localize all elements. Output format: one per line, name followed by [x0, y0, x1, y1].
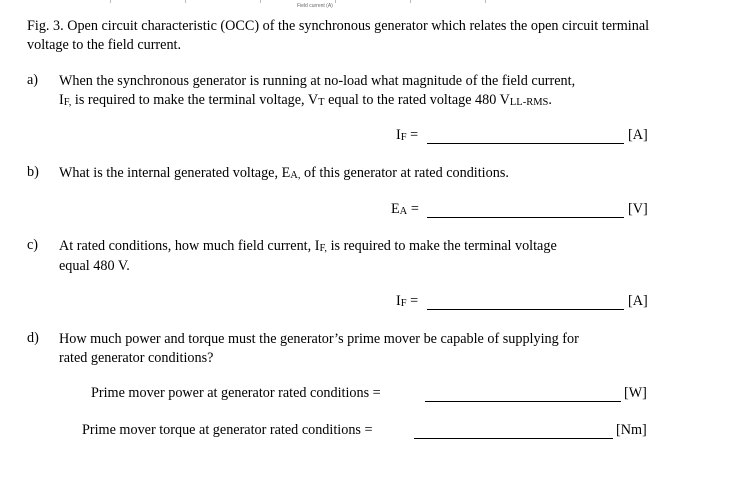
vll-symbol: $V_{LL-RMS}$. — [499, 92, 552, 108]
axis-tick — [485, 0, 486, 3]
answer-d-torque-input-line[interactable] — [414, 438, 613, 439]
answer-b-unit: [V] — [628, 201, 648, 217]
answer-d-torque-label: Prime mover torque at generator rated conditions = — [82, 422, 373, 438]
question-a-letter: a) — [27, 72, 39, 88]
answer-a-unit: [A] — [628, 127, 648, 143]
axis-tick — [110, 0, 111, 3]
question-c-letter: c) — [27, 237, 39, 253]
vt-symbol: $V_T$ — [307, 92, 325, 108]
answer-a-label: $I_F$ = — [396, 127, 419, 143]
question-a-line1: When the synchronous generator is running at no-load what magnitude of the field current, — [59, 73, 576, 89]
question-b-text: What is the internal generated voltage, $E_{A,}$ of this generator at rated conditions. — [59, 165, 509, 181]
answer-b-input-line[interactable] — [427, 217, 624, 218]
question-a-line2-pre: is required to make the terminal voltage, — [74, 92, 308, 108]
answer-b-label: $E_A$ = — [391, 201, 419, 217]
question-d-letter: d) — [27, 330, 39, 346]
question-a-text — [59, 72, 679, 111]
ea-symbol: $E_{A,}$ — [281, 165, 301, 181]
if-symbol: $I_{F,}$ — [314, 238, 328, 254]
answer-c-unit: [A] — [628, 293, 648, 309]
question-c-text: At rated conditions, how much field current, $I_{F,}$ is required to make the terminal voltage equal 480 V. — [59, 238, 557, 274]
answer-a-input-line[interactable] — [427, 143, 624, 144]
answer-d-power-unit: [W] — [624, 385, 647, 401]
answer-c-label: $I_F$ = — [396, 293, 419, 309]
axis-tick — [260, 0, 261, 3]
figure-caption: Fig. 3. Open circuit characteristic (OCC) of the synchronous generator which relates the open circuit terminal voltage to the field current. — [27, 18, 650, 53]
if-symbol: $I_{F,}$ — [59, 92, 72, 108]
answer-d-power-label: Prime mover power at generator rated conditions = — [91, 385, 381, 401]
question-d-text: How much power and torque must the generator’s prime mover be capable of supplying for rated generator conditions? — [59, 331, 579, 366]
question-a-line2-mid: equal to the rated voltage 480 — [324, 92, 500, 108]
answer-d-power-input-line[interactable] — [425, 401, 621, 402]
question-b-letter: b) — [27, 164, 39, 180]
answer-c-input-line[interactable] — [427, 309, 624, 310]
axis-tick — [410, 0, 411, 3]
axis-tick — [335, 0, 336, 3]
answer-d-torque-unit: [Nm] — [616, 422, 647, 438]
axis-tick — [185, 0, 186, 3]
x-axis-label: Field current (A) — [297, 3, 333, 9]
